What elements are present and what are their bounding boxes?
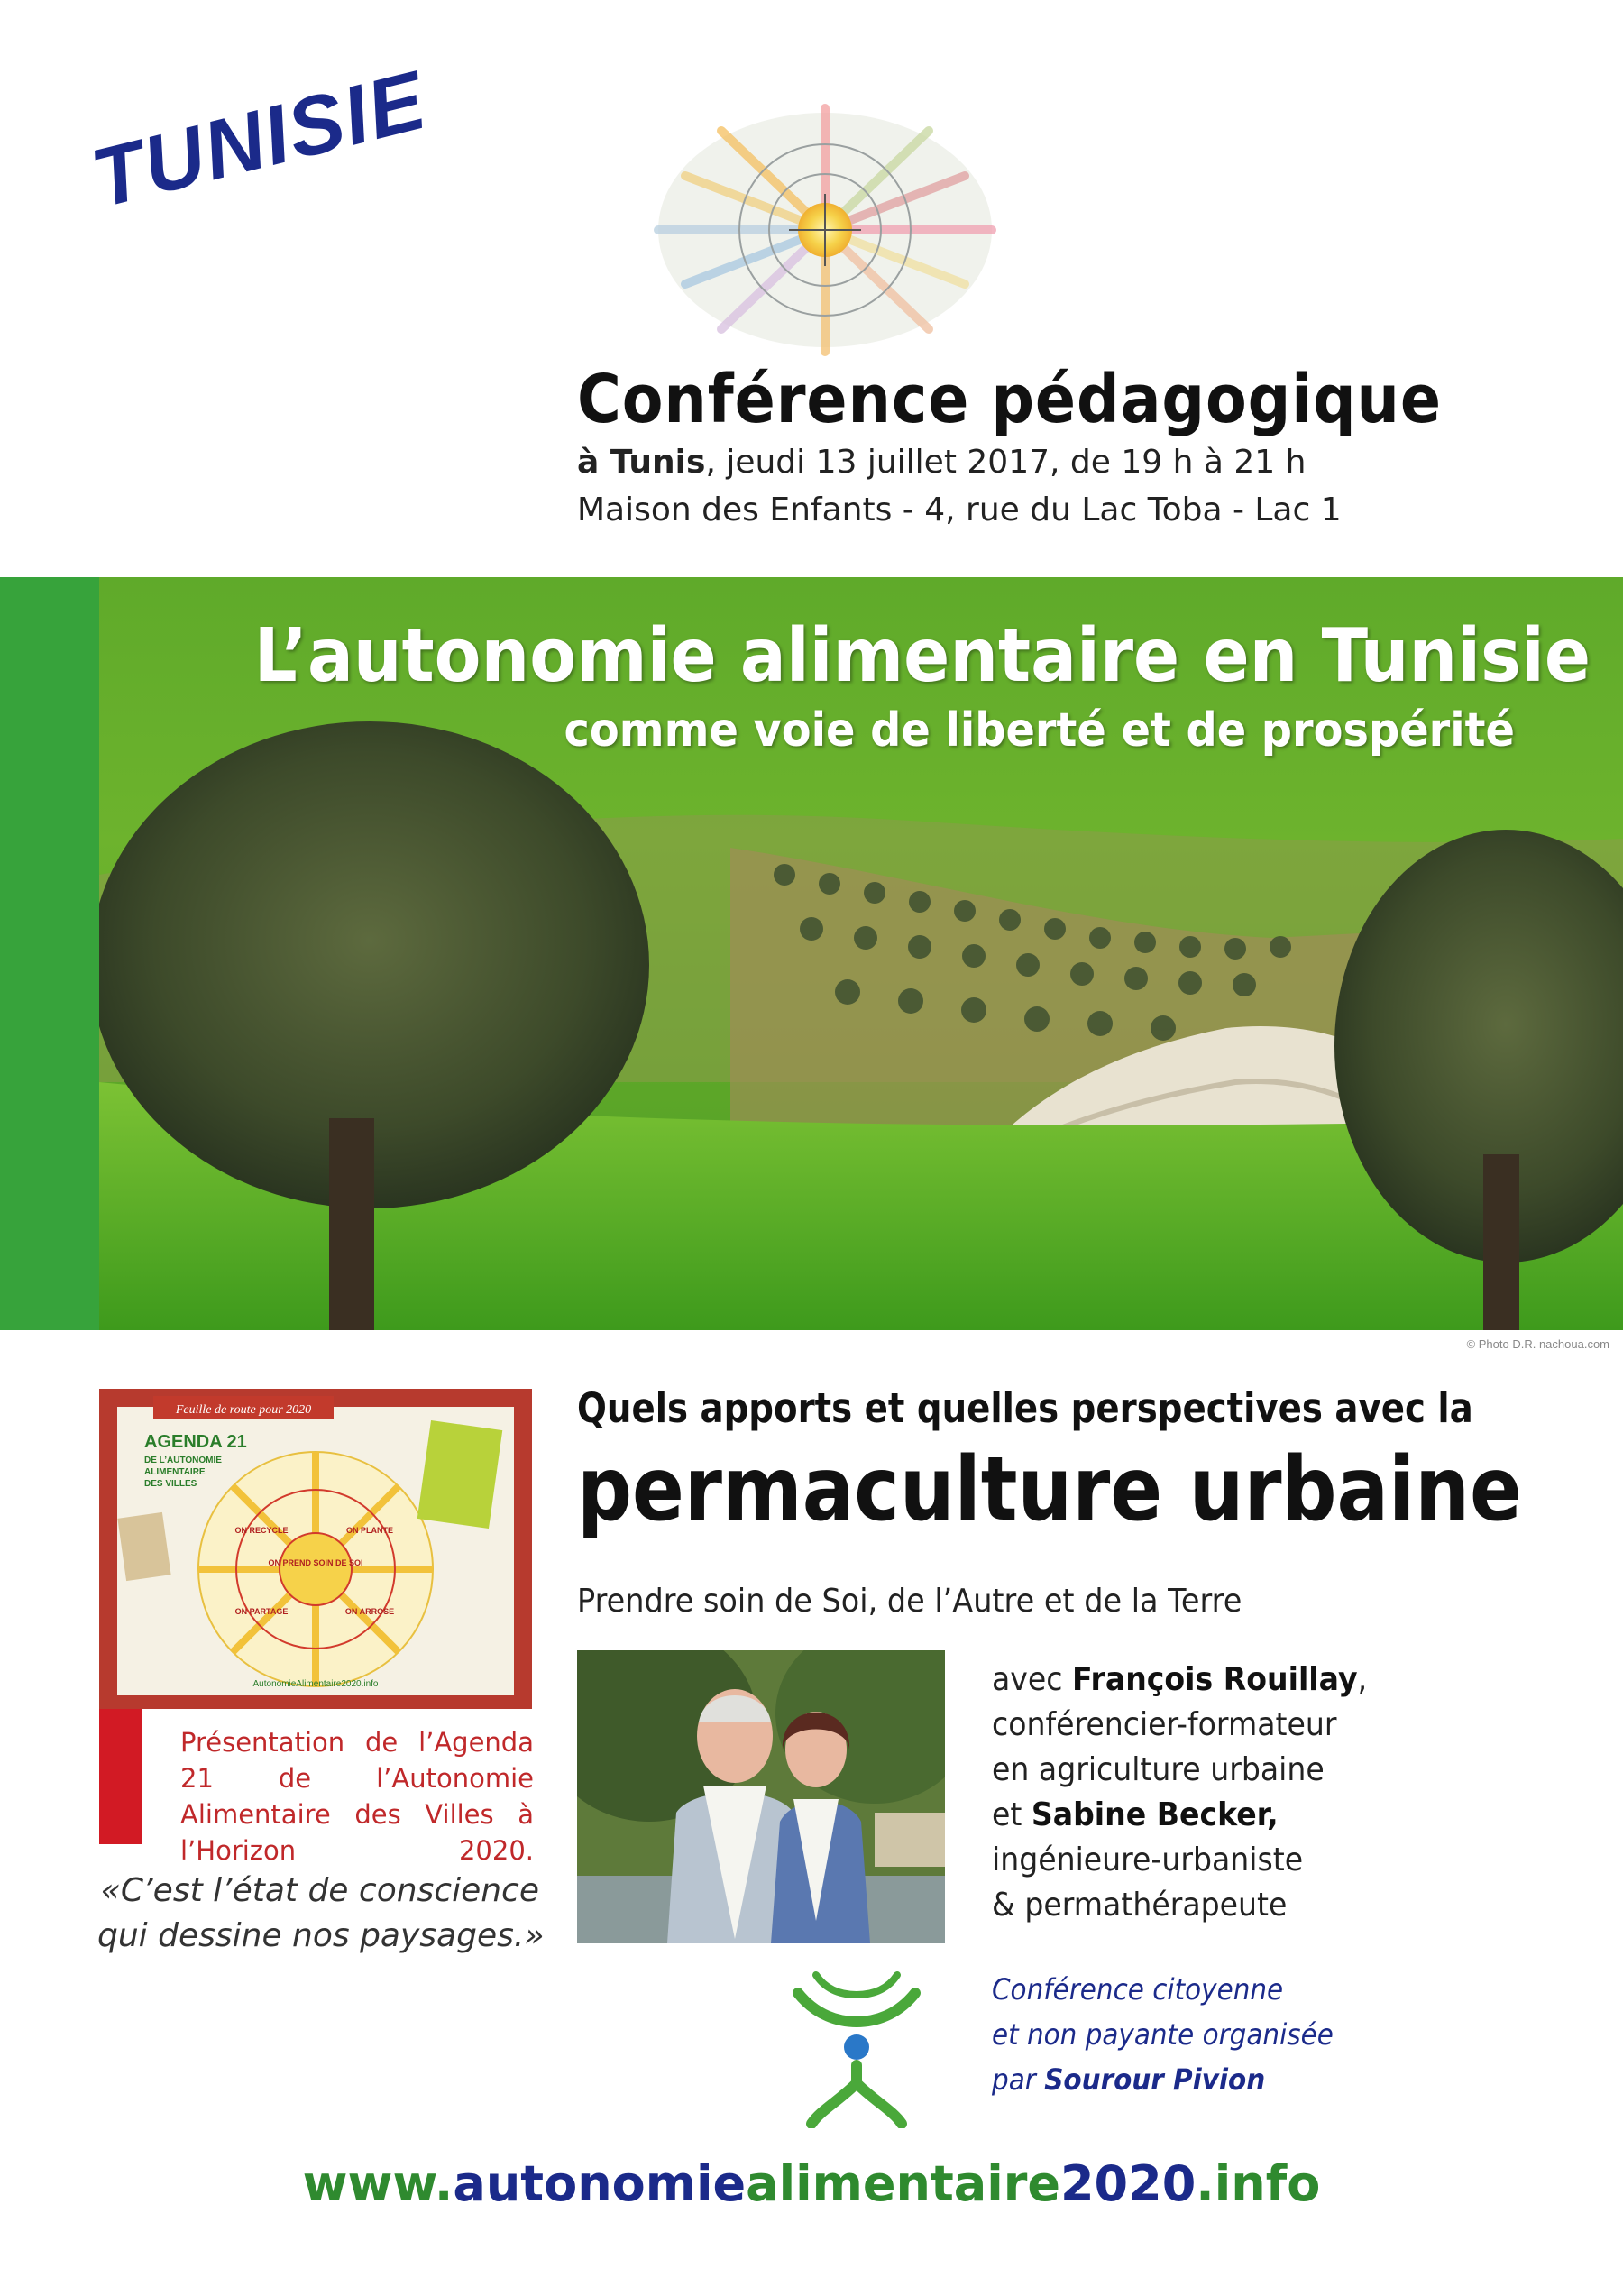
hero-subtitle: comme voie de liberté et de prospérité (564, 703, 1515, 758)
agenda-caption: Présentation de l’Agenda 21 de l’Autonomie Alimentaire des Villes à l’Horizon 2020. (180, 1727, 534, 1866)
speaker1-role-a: conférencier-formateur (992, 1706, 1337, 1743)
speaker-prefix: avec (992, 1661, 1073, 1698)
speaker2-line (992, 1793, 1279, 1838)
person-logo-icon (789, 1966, 924, 2128)
agenda-ring-label: ON ARROSE (344, 1607, 395, 1616)
agenda-ring-label: ON PLANTE (345, 1526, 394, 1535)
url-part-b: alimentaire (746, 2155, 1060, 2212)
agenda-banner-text: Feuille de route pour 2020 (175, 1403, 312, 1417)
speaker-and: et (992, 1796, 1032, 1833)
speaker1-role-b: en agriculture urbaine (992, 1751, 1325, 1788)
website-url[interactable] (0, 2155, 1623, 2212)
organizer-name: Sourour Pivion (1044, 2062, 1266, 2097)
event-datetime (577, 444, 1306, 481)
organizer-line-3 (992, 2062, 1265, 2097)
speaker1-line (992, 1658, 1367, 1703)
url-part-c: 2020 (1059, 2155, 1197, 2212)
speaker2-role-b: & permathérapeute (992, 1887, 1288, 1924)
organizer-prefix: par (992, 2062, 1045, 2097)
agenda-image-url: AutonomieAlimentaire2020.info (252, 1679, 379, 1689)
green-accent-bar (0, 577, 99, 1330)
quote-line-1: «C’est l’état de conscience (100, 1872, 539, 1909)
agenda-image-sub1: DE L’AUTONOMIE (144, 1456, 222, 1465)
speaker1-name: François Rouillay (1072, 1661, 1358, 1698)
organizer-line-2: et non payante organisée (992, 2017, 1334, 2052)
conference-title: Conférence pédagogique (577, 361, 1442, 438)
event-address: Maison des Enfants - 4, rue du Lac Toba - Lac 1 (577, 491, 1342, 528)
agenda-21-poster-image (99, 1389, 532, 1709)
speaker1-suffix: , (1357, 1661, 1368, 1698)
url-www: www. (302, 2155, 454, 2212)
agenda-image-sub2: ALIMENTAIRE (144, 1467, 206, 1477)
talk-topic: permaculture urbaine (577, 1438, 1522, 1541)
photo-credit: © Photo D.R. nachoua.com (1466, 1337, 1609, 1351)
agenda-ring-label: ON PARTAGE (234, 1607, 289, 1616)
quote-line-2: qui dessine nos paysages.» (97, 1917, 545, 1954)
organizer-line-1: Conférence citoyenne (992, 1972, 1284, 2007)
sun-emblem-icon (649, 104, 1001, 356)
speaker2-role-a: ingénieure-urbaniste (992, 1841, 1304, 1878)
talk-question: Quels apports et quelles perspectives avec la (577, 1384, 1473, 1432)
agenda-image-title: AGENDA 21 (144, 1432, 247, 1452)
agenda-ring-label: ON RECYCLE (234, 1526, 289, 1535)
country-label: TUNISIE (83, 53, 436, 225)
event-place: à Tunis (577, 444, 706, 481)
agenda-center-text: ON PREND SOIN DE SOI (268, 1558, 363, 1567)
event-date: , jeudi 13 juillet 2017, de 19 h à 21 h (705, 444, 1307, 481)
speaker2-name: Sabine Becker, (1031, 1796, 1279, 1833)
speakers-photo (577, 1650, 945, 1943)
agenda-image-sub3: DES VILLES (144, 1479, 197, 1489)
red-accent-bar (99, 1709, 142, 1844)
talk-tagline: Prendre soin de Soi, de l’Autre et de la Terre (577, 1583, 1242, 1620)
hero-title: L’autonomie alimentaire en Tunisie (253, 613, 1591, 699)
url-part-d: .info (1196, 2155, 1321, 2212)
url-part-a: autonomie (453, 2155, 747, 2212)
